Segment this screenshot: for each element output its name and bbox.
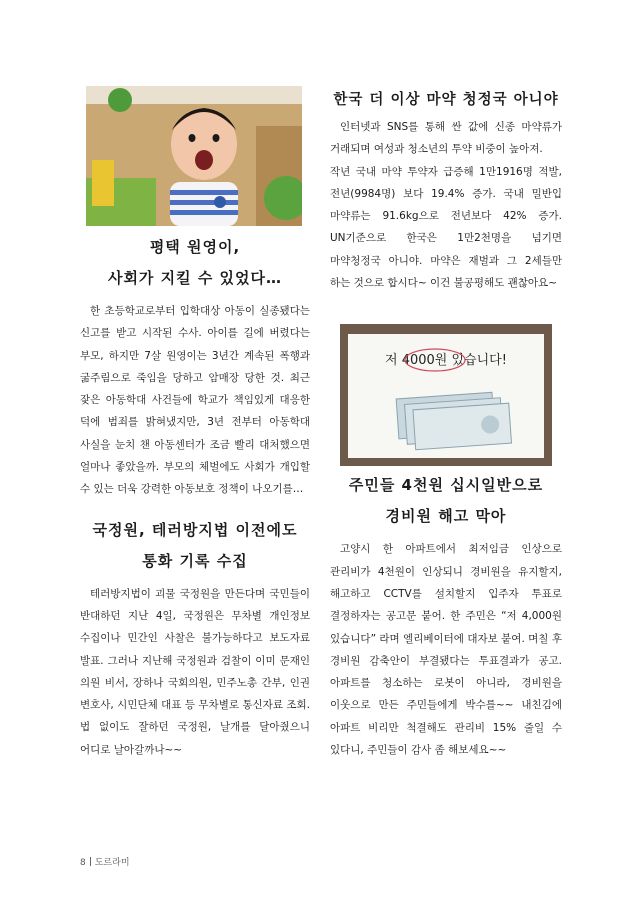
headline-line: 경비원 해고 막아 — [385, 507, 507, 526]
headline-line: 국정원, 테러방지법 이전에도 — [92, 520, 298, 539]
article-body: 인터넷과 SNS를 통해 싼 값에 신종 마약류가 거래되며 여성과 청소년의 투약 비중이 높아져. — [330, 121, 562, 156]
notice-photo — [340, 324, 552, 466]
article-body: 고양시 한 아파트에서 최저임금 인상으로 관리비가 4천원이 인상되니 경비원을 유지할지, 해고하고 CCTV를 설치할지 입주자 투표로 결정하자는 공고문 붙어. 한 주민은 “저 4,000원 있습니다” 라며 엘리베이터에 대자보 붙여. 며칠 후 경비원 감축안이 부결됐다는 투표결과가 공고. 아파트를 청소하는 로봇이 아니라, 경비원을 이웃으로 만든 주민들에게 박수를~~ 내친김에 아파트 비리만 척결해도 관리비 15% 줄일 수 있다니, 주민들이 감사 좀 해보세요~~ — [330, 543, 562, 757]
page-number: 8 — [80, 858, 86, 868]
headline-line: 주민들 4천원 십시일반으로 — [348, 476, 544, 495]
article-headline — [80, 232, 310, 294]
notice-sign-text: 저 4000원 있습니다! — [385, 353, 507, 369]
article-body: 작년 국내 마약 투약자 급증해 1만1916명 적발, 전년(9984명) 보다 19.4% 증가. 국내 밀반입 마약류는 91.6kg으로 전년보다 42% 증가. UN기준으로 한국은 1만2천명을 넘기면 마약청정국 아니야. 마약은 재벌과 그 2세들만 하는 것으로 합시다~ 이건 불공평해도 괜찮아요~ — [330, 165, 562, 290]
left-column — [80, 86, 310, 761]
article-headline: 한국 더 이상 마약 청정국 아니야 — [333, 92, 559, 108]
page-footer — [80, 855, 130, 868]
footer-divider — [90, 857, 91, 866]
child-photo — [86, 86, 302, 226]
notice-photo-illustration — [340, 324, 552, 466]
article-body: 한 초등학교로부터 입학대상 아동이 실종됐다는 신고를 받고 시작된 수사. 아이를 길에 버렸다는 부모, 하지만 7살 원영이는 3년간 계속된 폭행과 굶주림으로 죽임을 당하고 암매장 당한 것. 최근 잦은 아동학대 사건들에 학교가 책임있게 대응한 덕에 범죄를 밝혀냈지만, 3년 전부터 아동학대 사실을 눈치 챈 아동센터가 조금 빨리 대처했으면 얼마나 좋았을까. 부모의 체벌에도 사회가 개입할 수 있는 더욱 강력한 아동보호 정책이 나오기를… — [80, 305, 310, 496]
headline-line: 사회가 지킬 수 있었다… — [107, 269, 283, 287]
article-headline — [80, 515, 310, 577]
child-photo-illustration — [86, 86, 302, 226]
headline-line: 통화 기록 수집 — [142, 551, 248, 570]
headline-line: 평택 원영이, — [149, 238, 241, 256]
article-headline — [330, 470, 562, 532]
magazine-name: 도르라미 — [94, 858, 130, 868]
article-body: 테러방지법이 괴물 국정원을 만든다며 국민들이 반대하던 지난 4일, 국정원은 무차별 개인정보 수집이나 민간인 사찰은 불가능하다고 보도자료 발표. 그러나 지난해 국정원과 검찰이 이미 문재인 의원 비서, 장하나 국회의원, 민주노총 간부, 인권 변호사, 시민단체 대표 등 무차별로 통신자료 조회. 법 없이도 잘하던 국정원, 날개를 달아줬으니 어디로 날아갈까나~~ — [80, 587, 310, 756]
right-column — [330, 86, 562, 761]
